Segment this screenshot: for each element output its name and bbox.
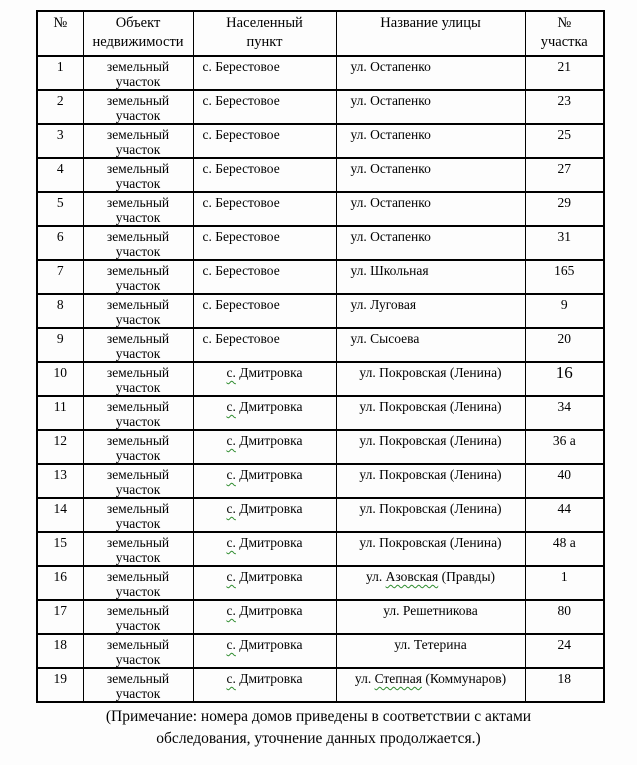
plot-number: 1 bbox=[560, 569, 568, 584]
footnote-line-2: обследования, уточнение данных продолжается.) bbox=[156, 730, 481, 747]
cell-settlement bbox=[193, 260, 336, 294]
cell-plot-number bbox=[525, 158, 604, 192]
text-segment: с. Берестовое bbox=[202, 297, 280, 312]
table-body bbox=[37, 56, 604, 702]
text-segment: с. Берестовое bbox=[202, 331, 280, 346]
cell-settlement bbox=[193, 464, 336, 498]
cell-number: 4 bbox=[37, 158, 83, 192]
spellcheck-marked-word: с. bbox=[226, 569, 236, 584]
text-segment: с. Берестовое bbox=[202, 93, 280, 108]
cell-street bbox=[336, 532, 525, 566]
table-row bbox=[37, 226, 604, 260]
cell-plot-number bbox=[525, 362, 604, 396]
cell-street bbox=[336, 362, 525, 396]
cell-street bbox=[336, 668, 525, 702]
plot-number: 48 а bbox=[552, 535, 576, 550]
column-header-street bbox=[336, 11, 525, 56]
cell-plot-number bbox=[525, 396, 604, 430]
table-row bbox=[37, 158, 604, 192]
table-row bbox=[37, 566, 604, 600]
text-segment: Дмитровка bbox=[235, 365, 303, 380]
cell-object: земельный участок bbox=[83, 396, 193, 430]
cell-settlement bbox=[193, 532, 336, 566]
plot-number: 44 bbox=[557, 501, 571, 516]
table-row bbox=[37, 56, 604, 90]
cell-street bbox=[336, 634, 525, 668]
plot-number: 16 bbox=[555, 363, 573, 382]
cell-object: земельный участок bbox=[83, 90, 193, 124]
text-segment: с. Берестовое bbox=[202, 263, 280, 278]
text-segment: (Коммунаров) bbox=[421, 671, 507, 686]
cell-street bbox=[336, 90, 525, 124]
cell-settlement bbox=[193, 396, 336, 430]
header-row bbox=[37, 11, 604, 56]
text-segment: Дмитровка bbox=[235, 637, 303, 652]
cell-settlement bbox=[193, 294, 336, 328]
cell-settlement bbox=[193, 430, 336, 464]
column-header-object bbox=[83, 11, 193, 56]
cell-street bbox=[336, 396, 525, 430]
cell-plot-number bbox=[525, 668, 604, 702]
text-segment: ул. Остапенко bbox=[350, 59, 431, 74]
table-row bbox=[37, 464, 604, 498]
text-segment: ул. Покровская (Ленина) bbox=[359, 501, 502, 516]
cell-object: земельный участок bbox=[83, 464, 193, 498]
cell-settlement bbox=[193, 634, 336, 668]
cell-street bbox=[336, 566, 525, 600]
cell-street bbox=[336, 158, 525, 192]
cell-number: 12 bbox=[37, 430, 83, 464]
table-row bbox=[37, 124, 604, 158]
text-segment: с. Берестовое bbox=[202, 59, 280, 74]
header-line: пункт bbox=[246, 34, 283, 50]
header-line: Объект bbox=[115, 15, 161, 31]
header-line: участка bbox=[540, 34, 588, 50]
footnote bbox=[0, 706, 637, 750]
spellcheck-marked-word: Азовская bbox=[385, 569, 439, 584]
cell-street bbox=[336, 430, 525, 464]
cell-street bbox=[336, 328, 525, 362]
spellcheck-marked-word: с. bbox=[226, 467, 236, 482]
text-segment: ул. Остапенко bbox=[350, 229, 431, 244]
cell-number: 10 bbox=[37, 362, 83, 396]
table-row bbox=[37, 430, 604, 464]
spellcheck-marked-word: с. bbox=[226, 433, 236, 448]
land-plots-table bbox=[36, 10, 605, 703]
cell-plot-number bbox=[525, 226, 604, 260]
cell-object: земельный участок bbox=[83, 634, 193, 668]
cell-number: 18 bbox=[37, 634, 83, 668]
spellcheck-marked-word: с. bbox=[226, 637, 236, 652]
cell-plot-number bbox=[525, 498, 604, 532]
text-segment: ул. bbox=[354, 671, 375, 686]
header-line: № bbox=[53, 15, 68, 31]
text-segment: ул. Покровская (Ленина) bbox=[359, 467, 502, 482]
table-row bbox=[37, 498, 604, 532]
cell-object: земельный участок bbox=[83, 328, 193, 362]
spellcheck-marked-word: с. bbox=[226, 603, 236, 618]
header-line: № bbox=[557, 15, 572, 31]
cell-plot-number bbox=[525, 532, 604, 566]
header-line: Название улицы bbox=[380, 15, 481, 31]
plot-number: 80 bbox=[557, 603, 571, 618]
plot-number: 24 bbox=[557, 637, 571, 652]
cell-settlement bbox=[193, 56, 336, 90]
plot-number: 23 bbox=[557, 93, 571, 108]
cell-object: земельный участок bbox=[83, 532, 193, 566]
cell-plot-number bbox=[525, 90, 604, 124]
cell-street bbox=[336, 56, 525, 90]
text-segment: ул. Школьная bbox=[350, 263, 429, 278]
cell-settlement bbox=[193, 192, 336, 226]
cell-object: земельный участок bbox=[83, 294, 193, 328]
cell-number: 6 bbox=[37, 226, 83, 260]
cell-object: земельный участок bbox=[83, 56, 193, 90]
cell-plot-number bbox=[525, 464, 604, 498]
cell-street bbox=[336, 192, 525, 226]
text-segment: Дмитровка bbox=[235, 433, 303, 448]
text-segment: ул. Покровская (Ленина) bbox=[359, 365, 502, 380]
cell-number: 9 bbox=[37, 328, 83, 362]
cell-street bbox=[336, 260, 525, 294]
cell-number: 7 bbox=[37, 260, 83, 294]
text-segment: Дмитровка bbox=[235, 671, 303, 686]
cell-plot-number bbox=[525, 294, 604, 328]
plot-number: 27 bbox=[557, 161, 571, 176]
table-row bbox=[37, 260, 604, 294]
text-segment: ул. Остапенко bbox=[350, 195, 431, 210]
text-segment: ул. Покровская (Ленина) bbox=[359, 535, 502, 550]
cell-object: земельный участок bbox=[83, 158, 193, 192]
cell-number: 1 bbox=[37, 56, 83, 90]
column-header-settlement bbox=[193, 11, 336, 56]
cell-plot-number bbox=[525, 328, 604, 362]
cell-number: 15 bbox=[37, 532, 83, 566]
cell-street bbox=[336, 226, 525, 260]
cell-number: 8 bbox=[37, 294, 83, 328]
table-row bbox=[37, 362, 604, 396]
header-line: Населенный bbox=[226, 15, 303, 31]
cell-object: земельный участок bbox=[83, 566, 193, 600]
cell-plot-number bbox=[525, 600, 604, 634]
table-row bbox=[37, 668, 604, 702]
plot-number: 25 bbox=[557, 127, 571, 142]
plot-number: 40 bbox=[557, 467, 571, 482]
table-row bbox=[37, 192, 604, 226]
table-row bbox=[37, 532, 604, 566]
spellcheck-marked-word: с. bbox=[226, 501, 236, 516]
cell-settlement bbox=[193, 566, 336, 600]
table-row bbox=[37, 294, 604, 328]
text-segment: Дмитровка bbox=[235, 399, 303, 414]
text-segment: с. Берестовое bbox=[202, 127, 280, 142]
cell-settlement bbox=[193, 124, 336, 158]
table-row bbox=[37, 90, 604, 124]
cell-object: земельный участок bbox=[83, 192, 193, 226]
cell-number: 11 bbox=[37, 396, 83, 430]
cell-street bbox=[336, 294, 525, 328]
table-row bbox=[37, 600, 604, 634]
plot-number: 36 а bbox=[552, 433, 576, 448]
table-head bbox=[37, 11, 604, 56]
cell-settlement bbox=[193, 328, 336, 362]
text-segment: (Правды) bbox=[438, 569, 496, 584]
cell-settlement bbox=[193, 668, 336, 702]
text-segment: ул. Покровская (Ленина) bbox=[359, 433, 502, 448]
cell-number: 2 bbox=[37, 90, 83, 124]
cell-number: 3 bbox=[37, 124, 83, 158]
text-segment: ул. Тетерина bbox=[394, 637, 467, 652]
spellcheck-marked-word: с. bbox=[226, 535, 236, 550]
plot-number: 9 bbox=[560, 297, 568, 312]
text-segment: ул. Остапенко bbox=[350, 93, 431, 108]
cell-plot-number bbox=[525, 192, 604, 226]
text-segment: ул. bbox=[365, 569, 386, 584]
text-segment: ул. Сысоева bbox=[350, 331, 420, 346]
cell-settlement bbox=[193, 362, 336, 396]
plot-number: 21 bbox=[557, 59, 571, 74]
plot-number: 34 bbox=[557, 399, 571, 414]
cell-number: 16 bbox=[37, 566, 83, 600]
cell-object: земельный участок bbox=[83, 226, 193, 260]
cell-settlement bbox=[193, 226, 336, 260]
cell-plot-number bbox=[525, 430, 604, 464]
text-segment: Дмитровка bbox=[235, 535, 303, 550]
text-segment: с. Берестовое bbox=[202, 195, 280, 210]
text-segment: Дмитровка bbox=[235, 467, 303, 482]
cell-settlement bbox=[193, 90, 336, 124]
cell-street bbox=[336, 498, 525, 532]
spellcheck-marked-word: с. bbox=[226, 671, 236, 686]
cell-plot-number bbox=[525, 566, 604, 600]
cell-plot-number bbox=[525, 124, 604, 158]
cell-settlement bbox=[193, 158, 336, 192]
cell-street bbox=[336, 464, 525, 498]
cell-plot-number bbox=[525, 260, 604, 294]
table-row bbox=[37, 396, 604, 430]
plot-number: 20 bbox=[557, 331, 571, 346]
spellcheck-marked-word: с. bbox=[226, 399, 236, 414]
cell-number: 13 bbox=[37, 464, 83, 498]
text-segment: Дмитровка bbox=[235, 569, 303, 584]
text-segment: с. Берестовое bbox=[202, 161, 280, 176]
cell-object: земельный участок bbox=[83, 600, 193, 634]
cell-settlement bbox=[193, 600, 336, 634]
text-segment: Дмитровка bbox=[235, 501, 303, 516]
cell-settlement bbox=[193, 498, 336, 532]
text-segment: ул. Решетникова bbox=[383, 603, 478, 618]
cell-number: 19 bbox=[37, 668, 83, 702]
cell-object: земельный участок bbox=[83, 430, 193, 464]
cell-number: 17 bbox=[37, 600, 83, 634]
text-segment: ул. Покровская (Ленина) bbox=[359, 399, 502, 414]
text-segment: Дмитровка bbox=[235, 603, 303, 618]
column-header-plot bbox=[525, 11, 604, 56]
table-row bbox=[37, 328, 604, 362]
table-row bbox=[37, 634, 604, 668]
spellcheck-marked-word: с. bbox=[226, 365, 236, 380]
plot-number: 31 bbox=[557, 229, 571, 244]
cell-object: земельный участок bbox=[83, 260, 193, 294]
text-segment: с. Берестовое bbox=[202, 229, 280, 244]
text-segment: ул. Остапенко bbox=[350, 127, 431, 142]
cell-plot-number bbox=[525, 56, 604, 90]
plot-number: 165 bbox=[554, 263, 575, 278]
column-header-num bbox=[37, 11, 83, 56]
cell-plot-number bbox=[525, 634, 604, 668]
spellcheck-marked-word: Степная bbox=[374, 671, 422, 686]
plot-number: 29 bbox=[557, 195, 571, 210]
plot-number: 18 bbox=[557, 671, 571, 686]
text-segment: ул. Остапенко bbox=[350, 161, 431, 176]
header-line: недвижимости bbox=[92, 34, 184, 50]
cell-number: 5 bbox=[37, 192, 83, 226]
cell-street bbox=[336, 600, 525, 634]
cell-object: земельный участок bbox=[83, 124, 193, 158]
cell-number: 14 bbox=[37, 498, 83, 532]
cell-object: земельный участок bbox=[83, 668, 193, 702]
cell-object: земельный участок bbox=[83, 498, 193, 532]
text-segment: ул. Луговая bbox=[350, 297, 417, 312]
cell-object: земельный участок bbox=[83, 362, 193, 396]
footnote-line-1: (Примечание: номера домов приведены в соответствии с актами bbox=[105, 708, 532, 725]
cell-street bbox=[336, 124, 525, 158]
